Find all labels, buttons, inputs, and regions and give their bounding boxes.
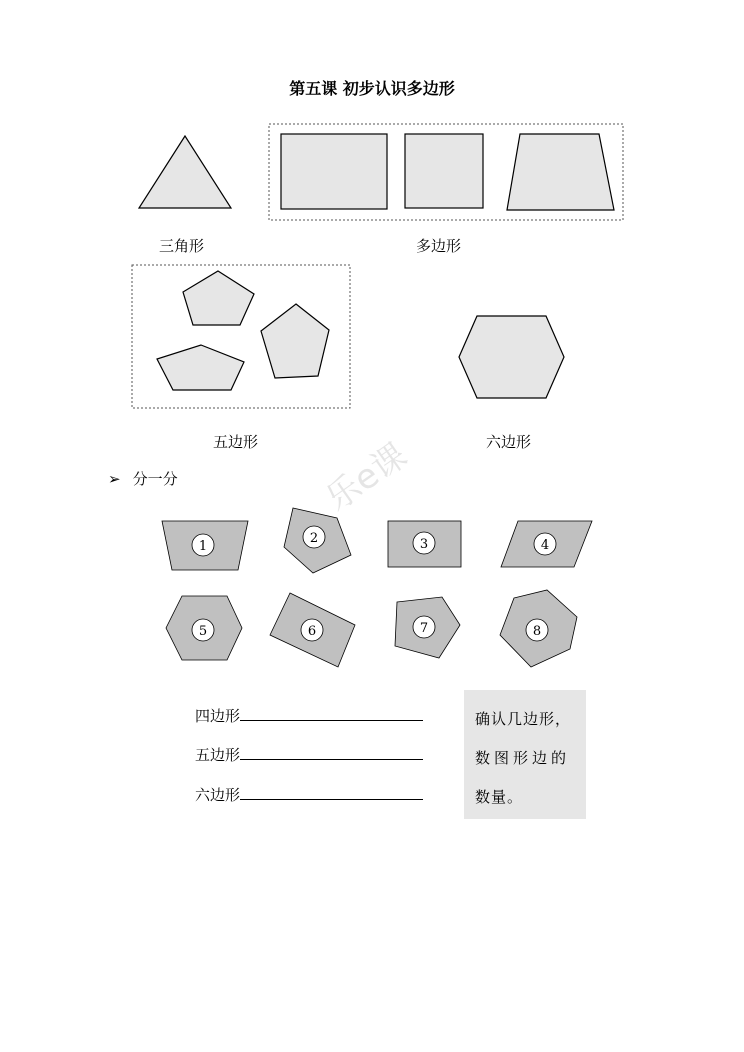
tip-note <box>464 690 586 819</box>
polygon-label: 多边形 <box>416 237 462 255</box>
shape-4 <box>501 521 592 567</box>
pentagon-shape-3 <box>157 345 244 390</box>
pentagon-shape-2 <box>261 304 329 378</box>
intro-shapes <box>0 0 744 460</box>
square-shape <box>405 134 483 208</box>
answer-blank-quadrilateral[interactable] <box>240 706 423 721</box>
shape-7 <box>395 597 460 658</box>
tip-line-3: 数量。 <box>475 788 524 806</box>
shape-number-6: 6 <box>307 624 317 639</box>
answer-blank-pentagon[interactable] <box>240 745 423 760</box>
triangle-label: 三角形 <box>159 237 205 255</box>
answer-blank-hexagon[interactable] <box>240 785 423 800</box>
shape-number-7: 7 <box>419 621 429 636</box>
watermark: 乐e课 <box>318 435 415 520</box>
fill-row-label: 四边形 <box>195 707 241 725</box>
hexagon-shape <box>459 316 564 398</box>
shape-number-5: 5 <box>198 624 208 639</box>
trapezoid-shape <box>507 134 614 210</box>
hexagon-label: 六边形 <box>486 433 532 451</box>
fill-row-label: 五边形 <box>195 746 241 764</box>
sorting-shapes <box>0 500 744 675</box>
shape-1 <box>162 521 248 570</box>
shape-number-2: 2 <box>309 531 319 546</box>
shape-3 <box>388 521 461 567</box>
shape-2 <box>284 508 351 573</box>
section-heading <box>108 468 178 489</box>
triangle-shape <box>139 136 231 208</box>
fill-row-pentagon <box>195 744 423 765</box>
section-title: 分一分 <box>132 470 178 488</box>
shape-number-1: 1 <box>198 539 208 554</box>
pentagon-shape-1 <box>183 271 254 325</box>
rectangle-shape <box>281 134 387 209</box>
shape-number-8: 8 <box>532 624 542 639</box>
tip-line-1: 确认几边形， <box>475 710 572 728</box>
pentagon-label: 五边形 <box>213 433 259 451</box>
fill-row-label: 六边形 <box>195 786 241 804</box>
page-title: 第五课 初步认识多边形 <box>289 79 455 98</box>
tip-line-2: 数图形边的 <box>475 749 571 767</box>
fill-row-quadrilateral <box>195 705 423 726</box>
shape-number-3: 3 <box>419 537 429 552</box>
shape-6 <box>270 593 355 667</box>
shape-8 <box>500 590 577 667</box>
shape-number-4: 4 <box>540 538 550 553</box>
arrow-bullet-icon: ➢ <box>108 470 121 488</box>
shape-5 <box>166 596 242 660</box>
fill-row-hexagon <box>195 784 423 805</box>
